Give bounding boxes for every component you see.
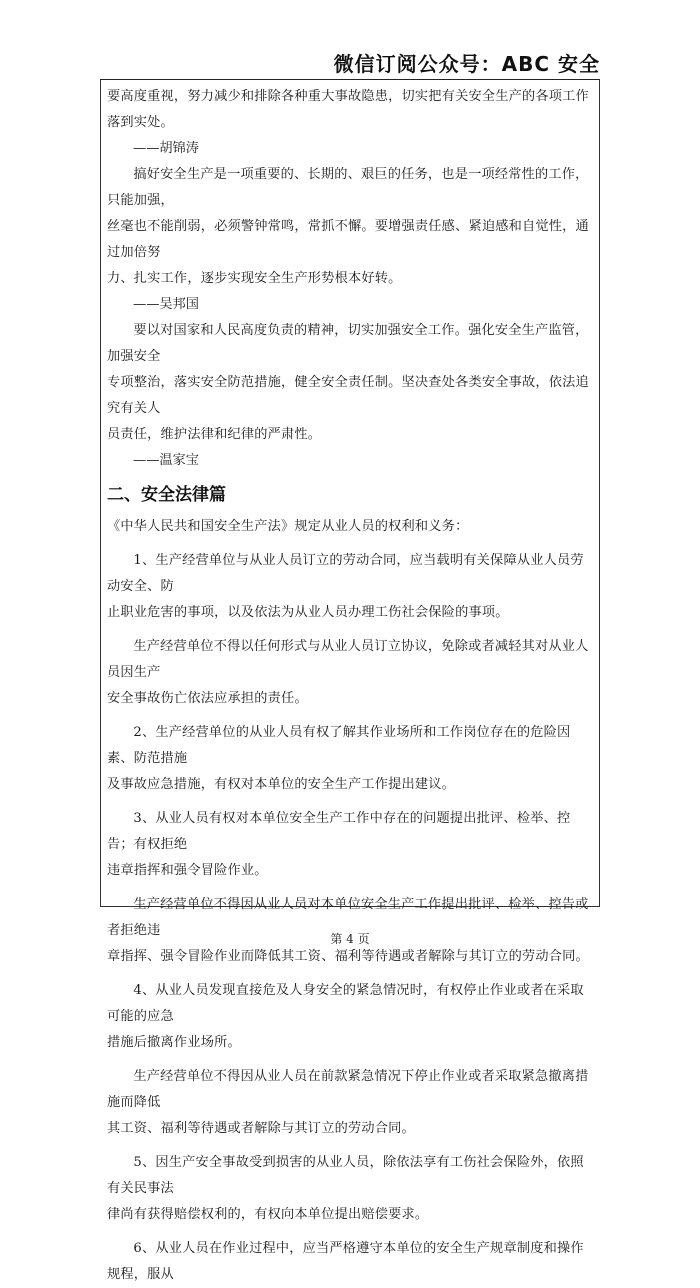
section-title: 二、安全法律篇	[107, 485, 226, 505]
law-paragraph: 3、从业人员有权对本单位安全生产工作中存在的问题提出批评、检举、控告；有权拒绝 违章指挥和强令冒险作业。	[107, 811, 571, 878]
header-title: 微信订阅公众号：ABC 安全	[333, 52, 600, 76]
law-paragraph: 4、从业人员发现直接危及人身安全的紧急情况时，有权停止作业或者在采取可能的应急 措施后撤离作业场所。	[107, 983, 584, 1050]
law-paragraph: 生产经营单位不得因从业人员对本单位安全生产工作提出批评、检举、控告或者拒绝违 章指挥、强令冒险作业而降低其工资、福利等待遇或者解除与其订立的劳动合同。	[107, 897, 589, 964]
law-paragraph: 生产经营单位不得因从业人员在前款紧急情况下停止作业或者采取紧急撤离措施而降低 其工资、福利等待遇或者解除与其订立的劳动合同。	[107, 1069, 589, 1136]
quote-author: ——温家宝	[133, 453, 199, 468]
page-content	[107, 84, 595, 1288]
quote-text: 要高度重视，努力减少和排除各种重大事故隐患，切实把有关安全生产的各项工作落到实处。	[107, 89, 589, 130]
quote-author: ——吴邦国	[133, 297, 199, 312]
quote-text: 要以对国家和人民高度负责的精神，切实加强安全工作。强化安全生产监管，加强安全 专项整治，落实安全防范措施，健全安全责任制。坚决查处各类安全事故，依法追究有关人 员责任，维护法律和纪律的严肃性。	[107, 323, 589, 442]
law-paragraph: 6、从业人员在作业过程中，应当严格遵守本单位的安全生产规章制度和操作规程，服从	[107, 1241, 584, 1282]
section-intro: 《中华人民共和国安全生产法》规定从业人员的权利和义务：	[107, 519, 469, 534]
law-paragraph: 2、生产经营单位的从业人员有权了解其作业场所和工作岗位存在的危险因素、防范措施 及事故应急措施，有权对本单位的安全生产工作提出建议。	[107, 725, 571, 792]
law-paragraph: 5、因生产安全事故受到损害的从业人员，除依法享有工伤社会保险外，依照有关民事法 律尚有获得赔偿权利的，有权向本单位提出赔偿要求。	[107, 1155, 584, 1222]
law-paragraph: 1、生产经营单位与从业人员订立的劳动合同，应当载明有关保障从业人员劳动安全、防 止职业危害的事项，以及依法为从业人员办理工伤社会保险的事项。	[107, 553, 584, 620]
quote-author: ——胡锦涛	[133, 141, 199, 156]
law-paragraph: 生产经营单位不得以任何形式与从业人员订立协议，免除或者减轻其对从业人员因生产 安全事故伤亡依法应承担的责任。	[107, 639, 589, 706]
page-number: 第 4 页	[330, 932, 370, 946]
quote-text: 搞好安全生产是一项重要的、长期的、艰巨的任务，也是一项经常性的工作，只能加强， 丝毫也不能削弱，必须警钟常鸣，常抓不懈。要增强责任感、紧迫感和自觉性，通过加倍努 力、扎实工作，逐步实现安全生产形势根本好转。	[107, 167, 589, 286]
